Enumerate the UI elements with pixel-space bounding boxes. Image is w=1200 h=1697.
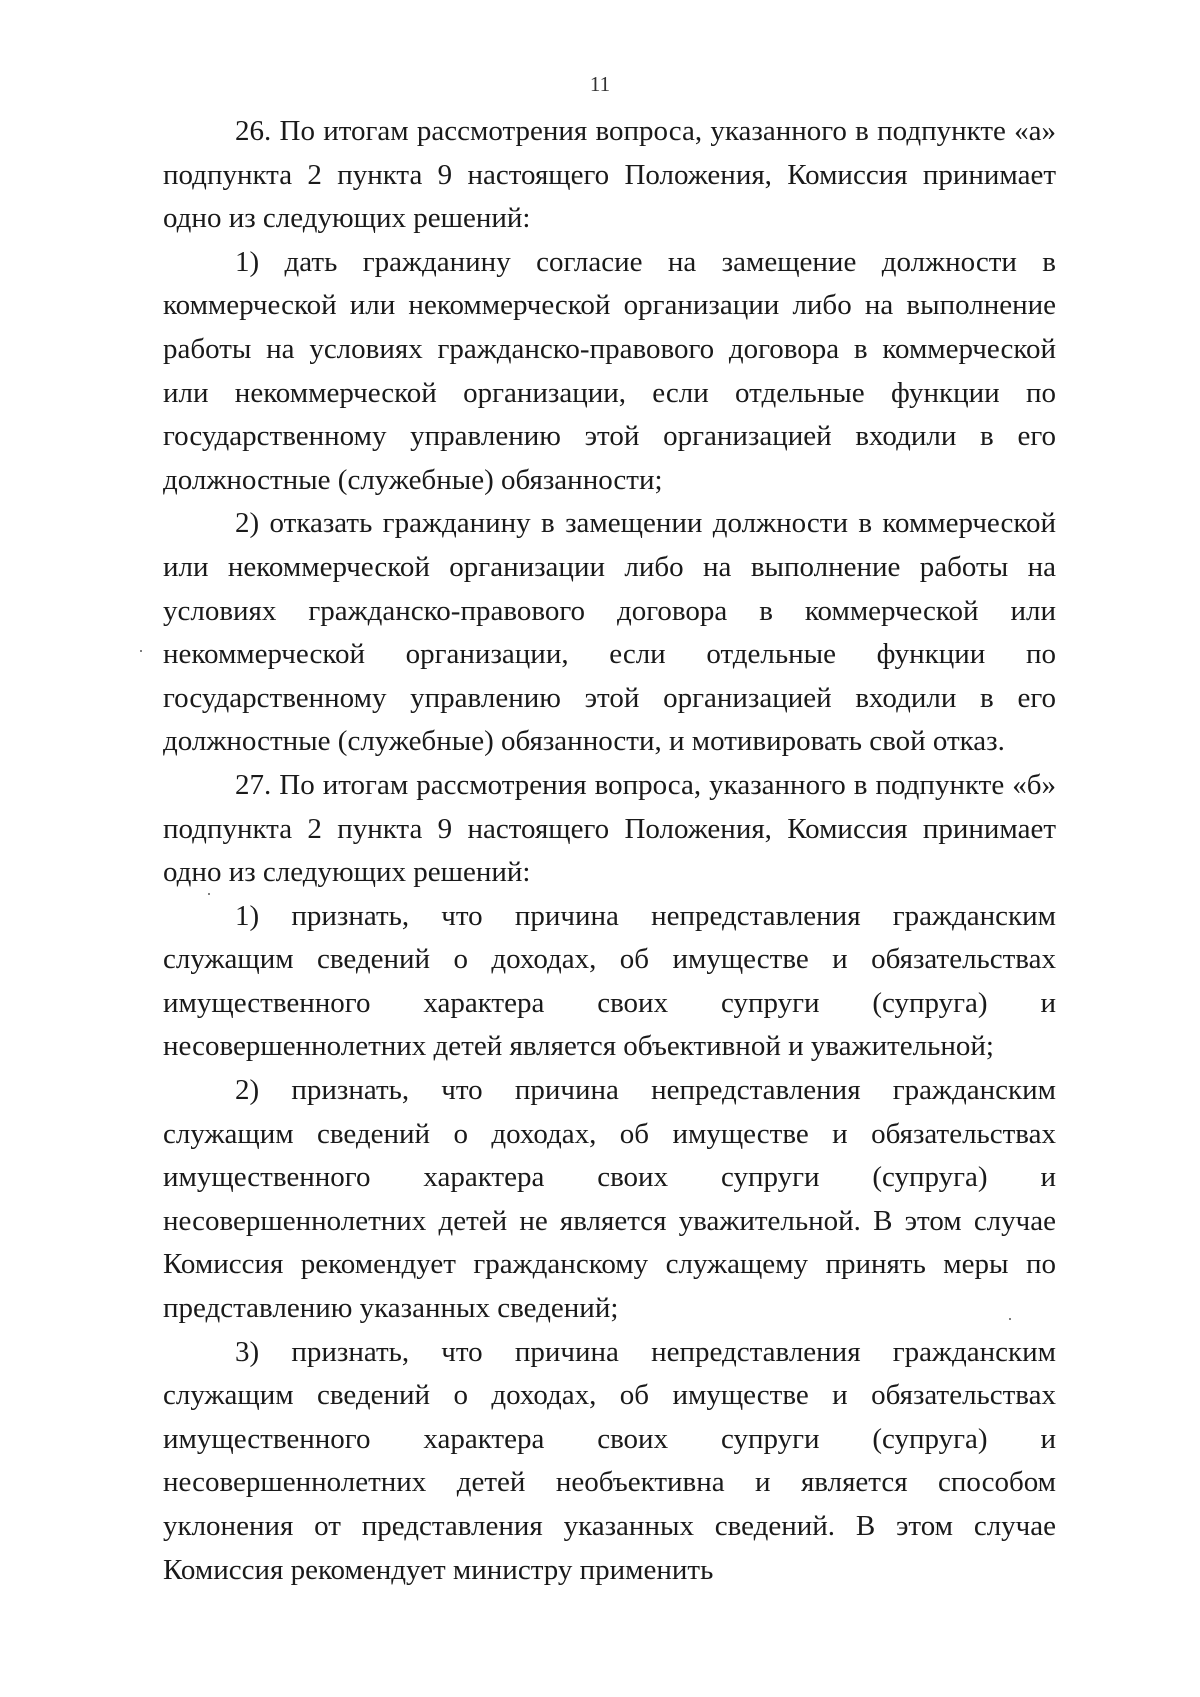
scan-speck (140, 650, 142, 652)
paragraph-27: 27. По итогам рассмотрения вопроса, указанного в подпункте «б» подпункта 2 пункта 9 настоящего Положения, Комиссия принимает одно из следующих решений: (163, 768, 1056, 889)
paragraph-26-item-2: 2) отказать гражданину в замещении должности в коммерческой или некоммерческой организации либо на выполнение работы на условиях гражданско-правового договора в коммерческой или некоммерческой организации, если отдельные функции по государственному управлению этой организацией входили в его должностные (служебные) обязанности, и мотивировать свой отказ. (163, 507, 1056, 758)
paragraph-26-item-1: 1) дать гражданину согласие на замещение должности в коммерческой или некоммерческой организации либо на выполнение работы на условиях гражданско-правового договора в коммерческой или некоммерческой организации, если отдельные функции по государственному управлению этой организацией входили в его должностные (служебные) обязанности; (163, 245, 1056, 496)
document-body (163, 110, 1056, 1592)
scan-speck (208, 893, 210, 895)
paragraph-27-item-1: 1) признать, что причина непредставления гражданским служащим сведений о доходах, об имуществе и обязательствах имущественного характера своих супруги (супруга) и несовершеннолетних детей является объективной и уважительной; (163, 899, 1056, 1063)
paragraph-27-item-2: 2) признать, что причина непредставления гражданским служащим сведений о доходах, об имуществе и обязательствах имущественного характера своих супруги (супруга) и несовершеннолетних детей не является уважительной. В этом случае Комиссия рекомендует гражданскому служащему принять меры по представлению указанных сведений; (163, 1074, 1056, 1325)
scan-speck (1009, 1318, 1011, 1320)
paragraph-26: 26. По итогам рассмотрения вопроса, указанного в подпункте «а» подпункта 2 пункта 9 настоящего Положения, Комиссия принимает одно из следующих решений: (163, 115, 1056, 235)
paragraph-27-item-3: 3) признать, что причина непредставления гражданским служащим сведений о доходах, об имуществе и обязательствах имущественного характера своих супруги (супруга) и несовершеннолетних детей необъективна и является способом уклонения от представления указанных сведений. В этом случае Комиссия рекомендует министру применить (163, 1335, 1056, 1586)
page-number: 11 (589, 72, 611, 96)
